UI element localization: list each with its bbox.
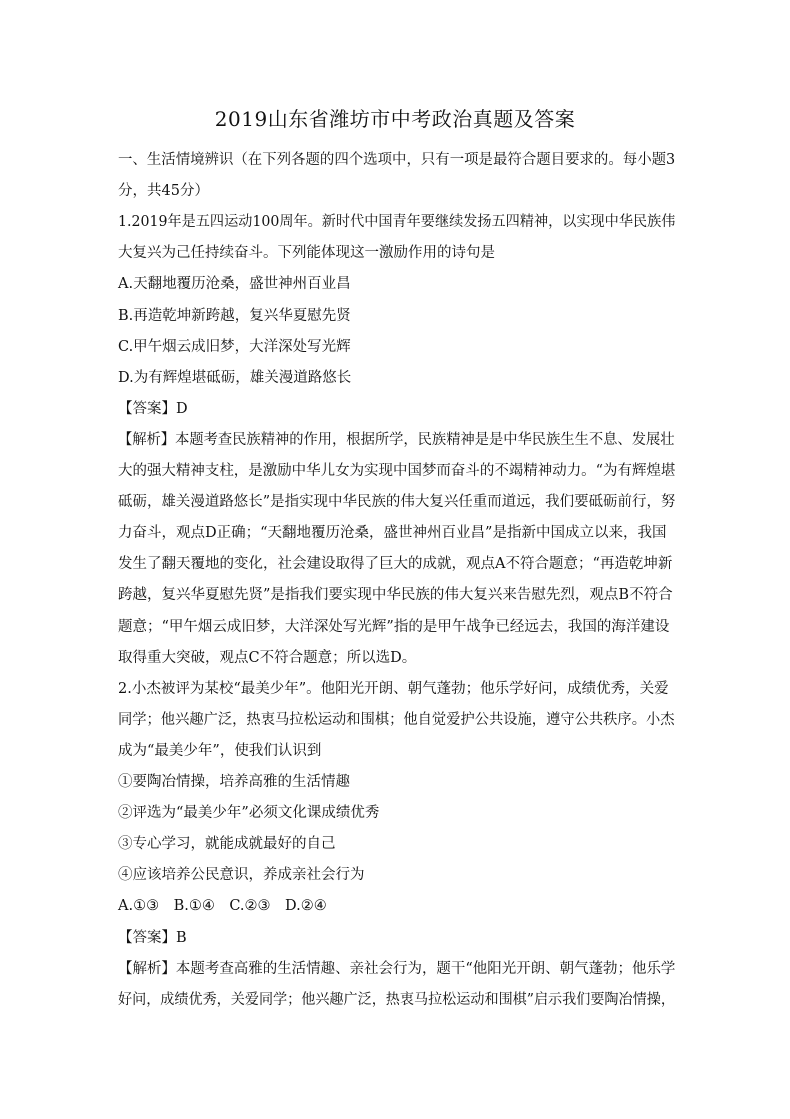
text-line: 跨越，复兴华夏慰先贤”是指我们要实现中华民族的伟大复兴来告慰先烈，观点B不符合 [118,587,673,604]
text-line: A.天翻地覆历沧桑，盛世神州百业昌 [118,276,351,293]
text-line: ②评选为“最美少年”必须文化课成绩优秀 [118,805,380,822]
text-line: 题意；“甲午烟云成旧梦，大洋深处写光辉”指的是甲午战争已经远去，我国的海洋建设 [118,618,670,635]
text-line: C.甲午烟云成旧梦，大洋深处写光辉 [118,338,351,355]
text-line: 好问，成绩优秀，关爱同学；他兴趣广泛，热衷马拉松运动和围棋”启示我们要陶冶情操， [118,991,675,1008]
text-line: 1.2019年是五四运动100周年。新时代中国青年要继续发扬五四精神，以实现中华民族伟 [118,214,676,231]
text-line: 砥砺，雄关漫道路悠长”是指实现中华民族的伟大复兴任重而道远，我们要砥砺前行，努 [118,494,676,511]
text-line: 成为“最美少年”，使我们认识到 [118,742,322,759]
text-line: 【答案】B [118,929,187,946]
text-line: 力奋斗，观点D正确；“天翻地覆历沧桑，盛世神州百业昌”是指新中国成立以来，我国 [118,525,667,542]
text-line: 【解析】本题考查高雅的生活情趣、亲社会行为，题干“他阳光开朗、朝气蓬勃；他乐学 [118,960,676,977]
text-line: 分，共45分） [118,183,209,200]
text-line: ③专心学习，就能成就最好的自己 [118,836,336,853]
text-line: ④应该培养公民意识，养成亲社会行为 [118,867,365,884]
text-line: 发生了翻天覆地的变化，社会建设取得了巨大的成就，观点A不符合题意；“再造乾坤新 [118,556,673,573]
text-line: 大的强大精神支柱，是激励中华儿女为实现中国梦而奋斗的不竭精神动力。“为有辉煌堪 [118,463,676,479]
text-line: 取得重大突破，观点C不符合题意；所以选D。 [118,649,417,666]
text-line: 一、生活情境辨识（在下列各题的四个选项中，只有一项是最符合题目要求的。每小题3 [118,152,676,168]
text-line: ①要陶冶情操，培养高雅的生活情趣 [118,774,350,790]
text-line: 【答案】D [118,400,188,417]
text-line: 【解析】本题考查民族精神的作用，根据所学，民族精神是是中华民族生生不息、发展壮 [118,431,675,448]
text-line: A.①③ B.①④ C.②③ D.②④ [118,898,327,915]
page-title: 2019山东省潍坊市中考政治真题及答案 [214,107,576,131]
text-line: D.为有辉煌堪砥砺，雄关漫道路悠长 [118,369,352,386]
text-line: 大复兴为己任持续奋斗。下列能体现这一激励作用的诗句是 [118,245,495,262]
text-line: B.再造乾坤新跨越，复兴华夏慰先贤 [118,307,351,324]
text-line: 2.小杰被评为某校“最美少年”。他阳光开朗、朝气蓬勃；他乐学好问，成绩优秀，关爱 [118,680,669,697]
text-line: 同学；他兴趣广泛，热衷马拉松运动和围棋；他自觉爱护公共设施，遵守公共秩序。小杰 [118,711,675,728]
